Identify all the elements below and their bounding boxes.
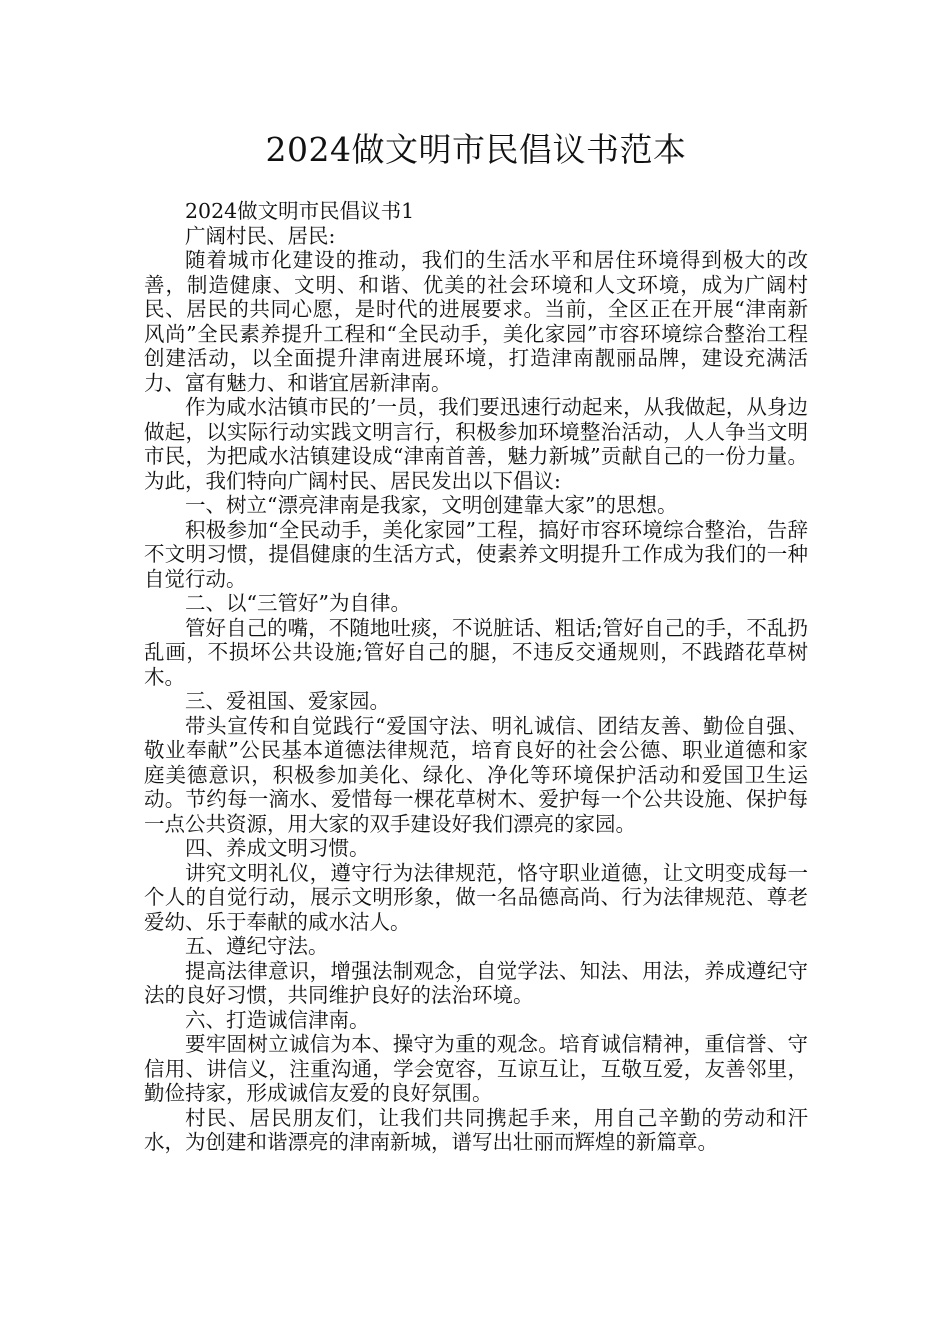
body-paragraph: 作为咸水沽镇市民的’一员，我们要迅速行动起来，从我做起，从身边做起，以实际行动实践文明言行，积极参加环境整治活动，人人争当文明市民，为把咸水沽镇建设成“津南首善，魅力新城”贡献自己的一份力量。为此，我们特向广阔村民、居民发出以下倡议: [144, 395, 808, 493]
section-heading: 六、打造诚信津南。 [185, 1007, 370, 1032]
document-page [144, 0, 808, 1155]
salutation: 广阔村民、居民: [185, 223, 336, 248]
document-title: 2024做文明市民倡议书范本 [265, 130, 687, 169]
section-heading: 四、养成文明习惯。 [185, 836, 370, 860]
body-paragraph: 随着城市化建设的推动，我们的生活水平和居住环境得到极大的改善，制造健康、文明、和谐、优美的社会环境和人文环境，成为广阔村民、居民的共同心愿，是时代的进展要求。当前，全区正在开展“津南新风尚”全民素养提升工程和“全民动手，美化家园”市容环境综合整治工程创建活动，以全面提升津南进展环境，打造津南靓丽品牌，建设充满活力、富有魅力、和谐宜居新津南。 [144, 248, 808, 395]
section-heading: 一、树立“漂亮津南是我家，文明创建靠大家”的思想。 [185, 493, 678, 517]
doc-subtitle: 2024做文明市民倡议书1 [185, 199, 415, 223]
closing-paragraph: 村民、居民朋友们，让我们共同携起手来，用自己辛勤的劳动和汗水，为创建和谐漂亮的津南新城，谱写出壮丽而辉煌的新篇章。 [144, 1105, 808, 1154]
document-body [144, 199, 808, 1155]
section-heading: 三、爱祖国、爱家园。 [185, 689, 390, 713]
section-heading: 二、以“三管好”为自律。 [185, 591, 411, 615]
body-paragraph: 带头宣传和自觉践行“爱国守法、明礼诚信、团结友善、勤俭自强、敬业奉献”公民基本道德法律规范，培育良好的社会公德、职业道德和家庭美德意识，积极参加美化、绿化、净化等环境保护活动和爱国卫生运动。节约每一滴水、爱惜每一棵花草树木、爱护每一个公共设施、保护每一点公共资源，用大家的双手建设好我们漂亮的家园。 [144, 713, 808, 836]
body-paragraph: 提高法律意识，增强法制观念，自觉学法、知法、用法，养成遵纪守法的良好习惯，共同维护良好的法治环境。 [144, 958, 808, 1007]
body-paragraph: 讲究文明礼仪，遵守行为法律规范，恪守职业道德，让文明变成每一个人的自觉行动，展示文明形象，做一名品德高尚、行为法律规范、尊老爱幼、乐于奉献的咸水沽人。 [144, 860, 808, 934]
body-paragraph: 要牢固树立诚信为本、操守为重的观念。培育诚信精神，重信誉、守信用、讲信义，注重沟通，学会宽容，互谅互让，互敬互爱，友善邻里，勤俭持家，形成诚信友爱的良好氛围。 [144, 1032, 808, 1105]
body-paragraph: 管好自己的嘴，不随地吐痰，不说脏话、粗话;管好自己的手，不乱扔乱画，不损坏公共设施;管好自己的腿，不违反交通规则，不践踏花草树木。 [144, 615, 808, 689]
section-heading: 五、遵纪守法。 [185, 934, 329, 958]
body-paragraph: 积极参加“全民动手，美化家园”工程，搞好市容环境综合整治，告辞不文明习惯，提倡健康的生活方式，使素养文明提升工作成为我们的一种自觉行动。 [144, 517, 808, 591]
